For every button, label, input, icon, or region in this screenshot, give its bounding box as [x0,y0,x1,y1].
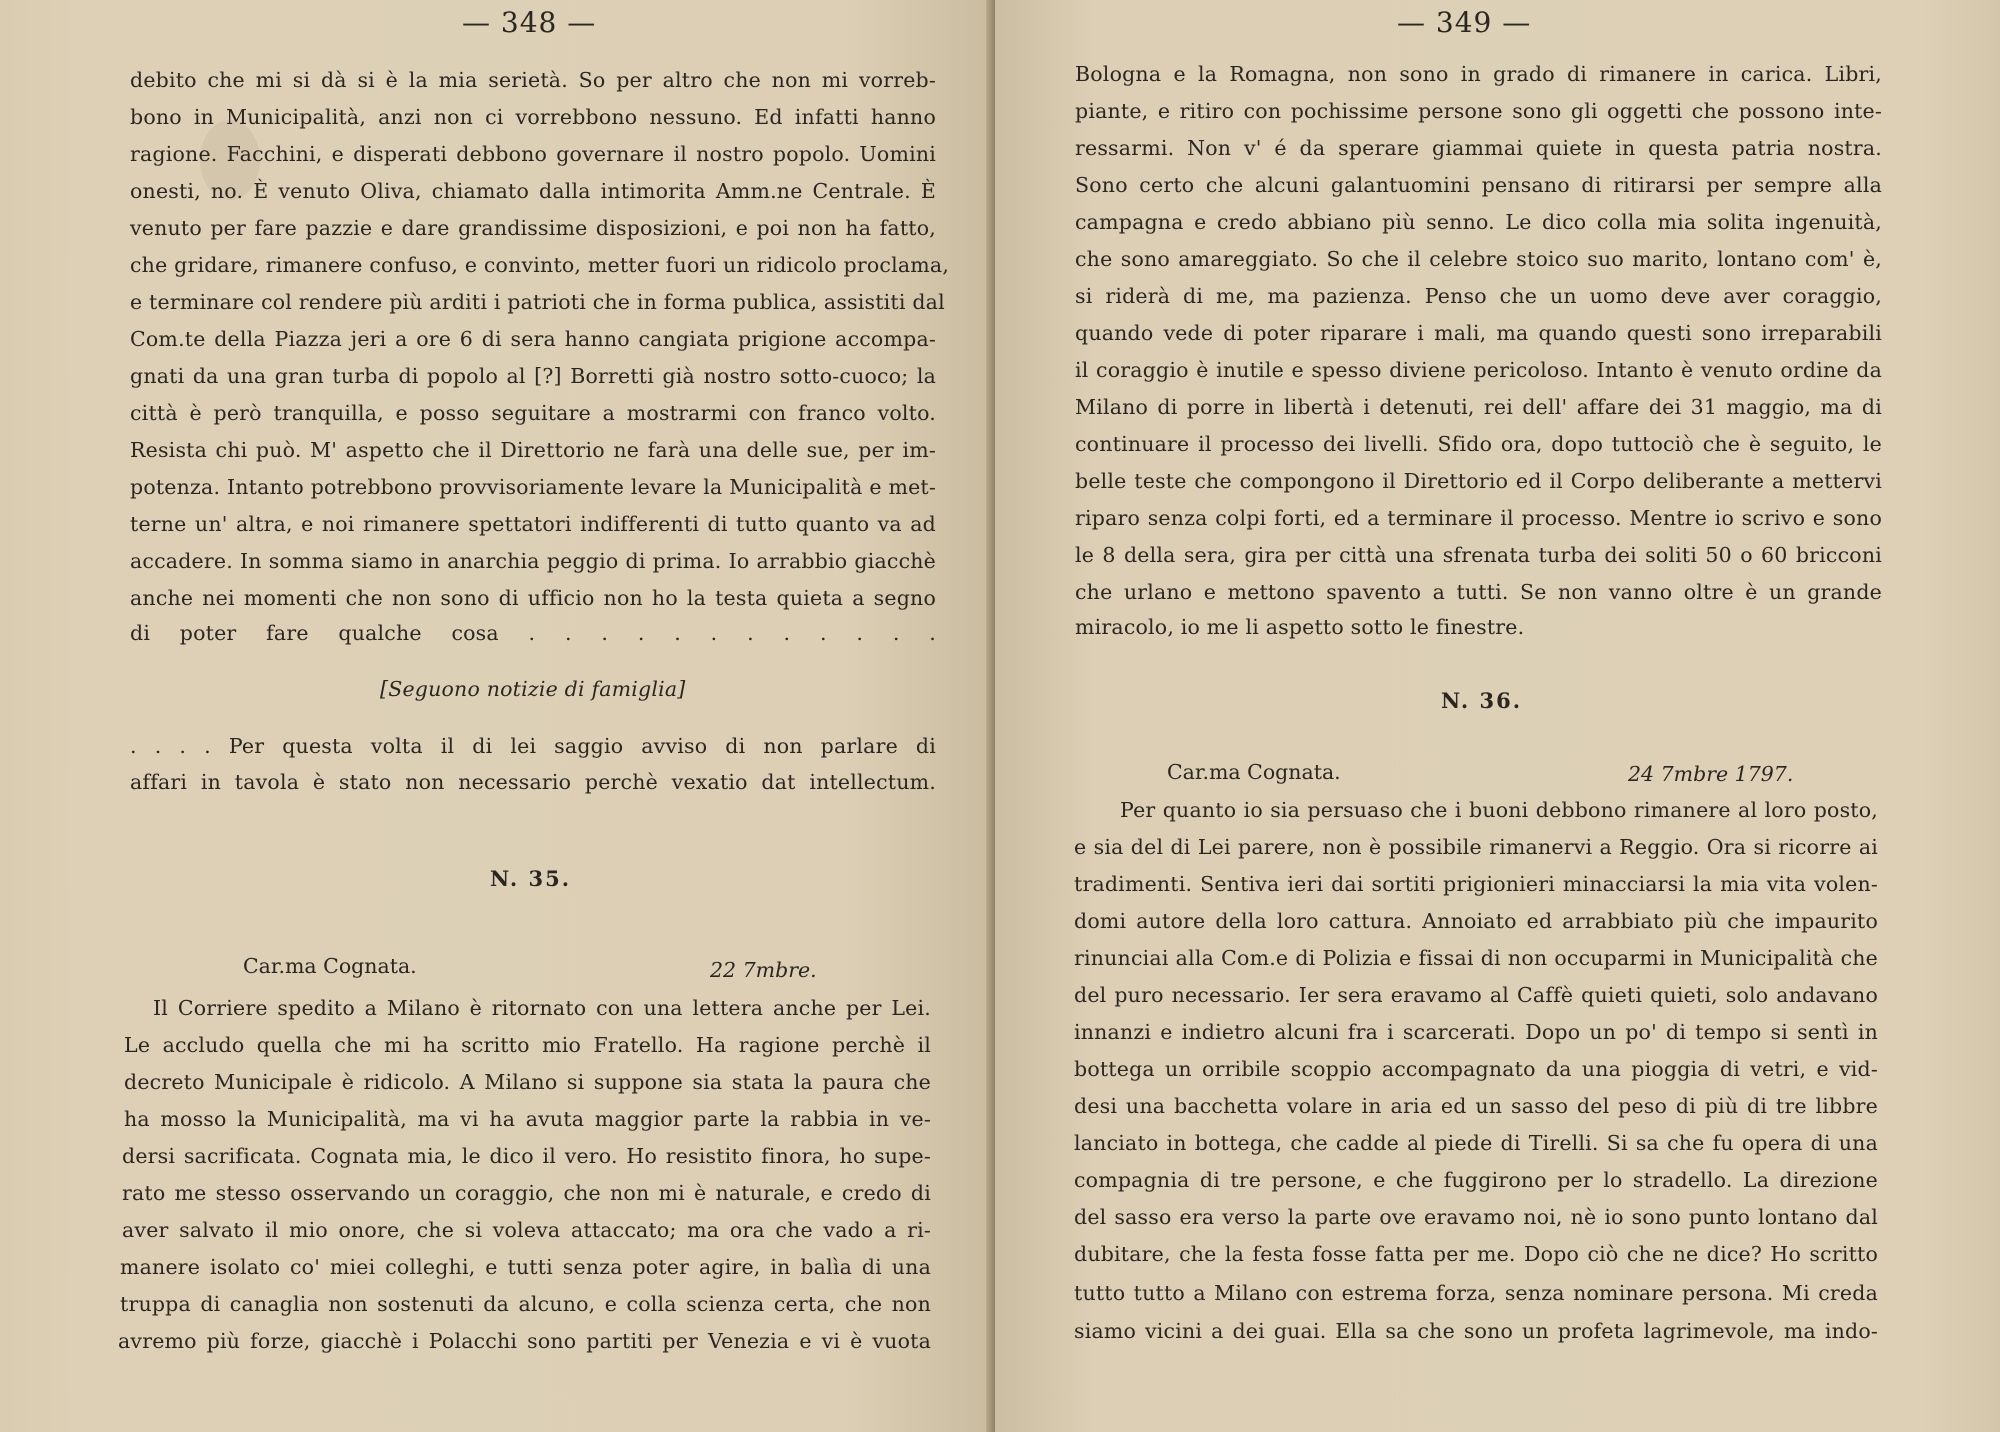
text-line: che sono amareggiato. So che il celebre stoico suo marito, lontano com' è, [1075,247,1882,271]
text-line: Le accludo quella che mi ha scritto mio Fratello. Ha ragione perchè il [124,1033,931,1057]
text-line: debito che mi si dà si è la mia serietà. So per altro che non mi vorreb- [130,68,936,92]
letter-heading: N. 36. [1441,688,1523,713]
text-line: onesti, no. È venuto Oliva, chiamato dalla intimorita Amm.ne Centrale. È [130,179,936,203]
text-line: Resista chi può. M' aspetto che il Direttorio ne farà una delle sue, per im- [130,438,936,462]
text-line: Milano di porre in libertà i detenuti, rei dell' affare dei 31 maggio, ma di [1075,395,1882,419]
text-line: del sasso era verso la parte ove eravamo noi, nè io sono punto lontano dal [1074,1205,1878,1229]
text-line: rato me stesso osservando un coraggio, che non mi è naturale, e credo di [122,1181,931,1205]
text-line: lanciato in bottega, che cadde al piede di Tirelli. Si sa che fu opera di una [1074,1131,1878,1155]
text-line: . . . . Per questa volta il di lei saggio avviso di non parlare di [130,734,936,758]
letter-heading: N. 35. [490,866,572,891]
text-line: domi autore della loro cattura. Annoiato ed arrabbiato più che impaurito [1074,909,1878,933]
salutation: Car.ma Cognata. [243,954,417,978]
text-line: Com.te della Piazza jeri a ore 6 di sera hanno cangiata prigione accompa- [130,327,936,351]
text-line: riparo senza colpi forti, ed a terminare il processo. Mentre io scrivo e sono [1075,506,1882,530]
left-page [0,0,995,1432]
text-line: ha mosso la Municipalità, ma vi ha avuta maggior parte la rabbia in ve- [124,1107,931,1131]
text-line: venuto per fare pazzie e dare grandissime disposizioni, e poi non ha fatto, [130,216,936,240]
text-line: continuare il processo dei livelli. Sfido ora, dopo tuttociò che è seguito, le [1075,432,1882,456]
text-line: il coraggio è inutile e spesso diviene pericoloso. Intanto è venuto ordine da [1075,358,1882,382]
text-line: si riderà di me, ma pazienza. Penso che un uomo deve aver coraggio, [1075,284,1882,308]
text-line: ressarmi. Non v' é da sperare giammai quiete in questa patria nostra. [1075,136,1882,160]
text-line: belle teste che compongono il Direttorio ed il Corpo deliberante a mettervi [1075,469,1882,493]
text-line: anche nei momenti che non sono di ufficio non ho la testa quieta a segno [130,586,936,610]
text-line: dubitare, che la festa fosse fatta per me. Dopo ciò che ne dice? Ho scritto [1074,1242,1878,1266]
text-line: aver salvato il mio onore, che si voleva attaccato; ma ora che vado a ri- [122,1218,931,1242]
page-number: — 349 — [1397,6,1532,39]
text-line: tutto tutto a Milano con estrema forza, senza nominare persona. Mi creda [1074,1281,1878,1305]
text-line: terne un' altra, e noi rimanere spettatori indifferenti di tutto quanto va ad [130,512,936,536]
text-line: decreto Municipale è ridicolo. A Milano si suppone sia stata la paura che [124,1070,931,1094]
text-line: affari in tavola è stato non necessario perchè vexatio dat intellectum. [130,770,936,794]
text-line: desi una bacchetta volare in aria ed un sasso del peso di più di tre libbre [1074,1094,1878,1118]
text-line: Sono certo che alcuni galantuomini pensano di ritirarsi per sempre alla [1075,173,1882,197]
text-line: di poter fare qualche cosa . . . . . . . . . . . . [130,621,936,645]
text-line: bono in Municipalità, anzi non ci vorrebbono nessuno. Ed infatti hanno [130,105,936,129]
text-line: accadere. In somma siamo in anarchia peggio di prima. Io arrabbio giacchè [130,549,936,573]
text-line: piante, e ritiro con pochissime persone sono gli oggetti che possono inte- [1075,99,1882,123]
text-line: innanzi e indietro alcuni fra i scarcerati. Dopo un po' di tempo si sentì in [1074,1020,1878,1044]
text-line: campagna e credo abbiano più senno. Le dico colla mia solita ingenuità, [1075,210,1882,234]
letter-date: 24 7mbre 1797. [1628,762,1794,786]
page-number: — 348 — [462,6,597,39]
text-line: gnati da una gran turba di popolo al [?] Borretti già nostro sotto-cuoco; la [130,364,936,388]
text-line: Bologna e la Romagna, non sono in grado di rimanere in carica. Libri, [1075,62,1882,86]
text-line: rinunciai alla Com.e di Polizia e fissai di non occuparmi in Municipalità che [1074,946,1878,970]
text-line: quando vede di poter riparare i mali, ma quando questi sono irreparabili [1075,321,1882,345]
text-line: siamo vicini a dei guai. Ella sa che sono un profeta lagrimevole, ma indo- [1074,1319,1878,1343]
text-line: città è però tranquilla, e posso seguitare a mostrarmi con franco volto. [130,401,936,425]
text-line: dersi sacrificata. Cognata mia, le dico il vero. Ho resistito finora, ho supe- [122,1144,931,1168]
text-line: miracolo, io me li aspetto sotto le finestre. [1075,615,1525,639]
text-line: Il Corriere spedito a Milano è ritornato con una lettera anche per Lei. [153,996,931,1020]
text-line: che urlano e mettono spavento a tutti. Se non vanno oltre è un grande [1075,580,1882,604]
text-line: che gridare, rimanere confuso, e convinto, metter fuori un ridicolo proclama, [130,253,950,277]
text-line: manere isolato co' miei colleghi, e tutti senza poter agire, in balìa di una [120,1255,931,1279]
text-line: bottega un orribile scoppio accompagnato da una pioggia di vetri, e vid- [1074,1057,1878,1081]
right-page [995,0,2000,1432]
salutation: Car.ma Cognata. [1167,760,1341,784]
text-line: avremo più forze, giacchè i Polacchi sono partiti per Venezia e vi è vuota [118,1329,931,1353]
text-line: ragione. Facchini, e disperati debbono governare il nostro popolo. Uomini [130,142,936,166]
text-line: del puro necessario. Ier sera eravamo al Caffè quieti quieti, solo andavano [1074,983,1878,1007]
text-line: tradimenti. Sentiva ieri dai sortiti prigionieri minacciarsi la mia vita volen- [1074,872,1878,896]
text-line: le 8 della sera, gira per città una sfrenata turba dei soliti 50 o 60 bricconi [1075,543,1882,567]
text-line: e sia del di Lei parere, non è possibile rimanervi a Reggio. Ora si ricorre ai [1074,835,1878,859]
text-line: truppa di canaglia non sostenuti da alcuno, e colla scienza certa, che non [120,1292,931,1316]
text-line: Per quanto io sia persuaso che i buoni debbono rimanere al loro posto, [1120,798,1878,822]
text-line: compagnia di tre persone, e che fuggirono per lo stradello. La direzione [1074,1168,1878,1192]
text-line: e terminare col rendere più arditi i patrioti che in forma publica, assistiti dal [130,290,945,314]
editorial-note: [Seguono notizie di famiglia] [380,677,686,701]
text-line: potenza. Intanto potrebbono provvisoriamente levare la Municipalità e met- [130,475,936,499]
letter-date: 22 7mbre. [710,958,817,982]
